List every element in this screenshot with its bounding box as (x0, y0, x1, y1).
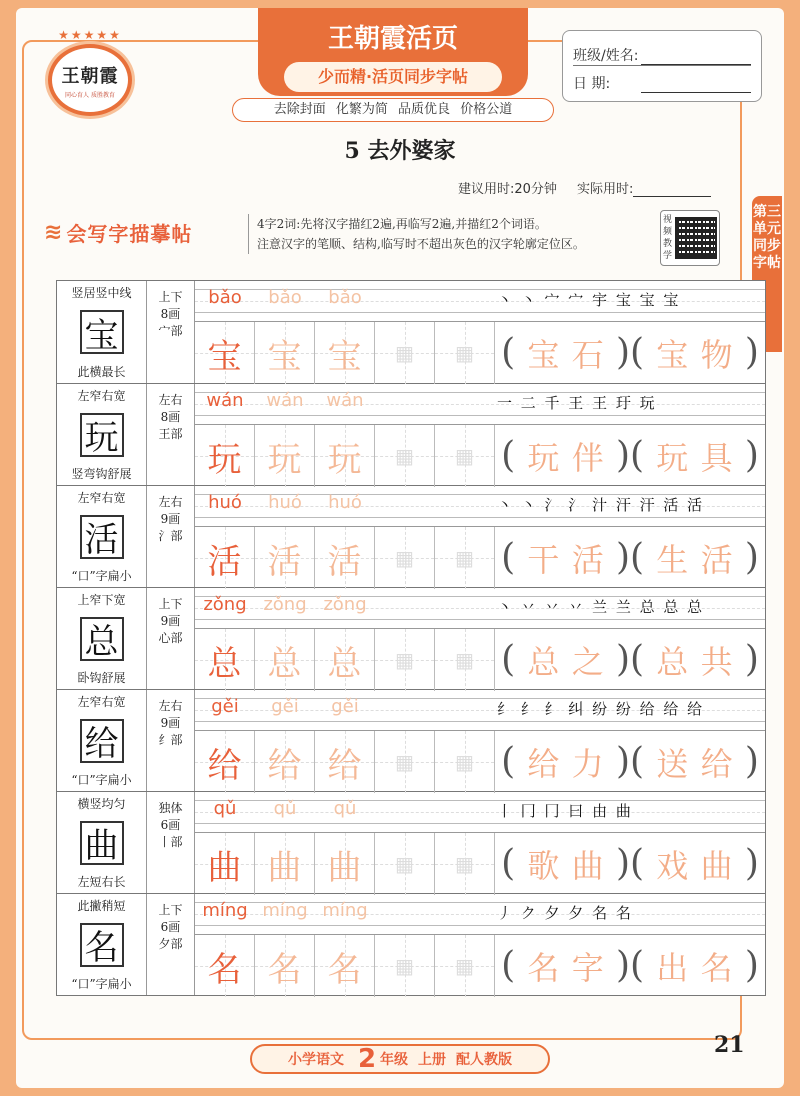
pinyin-trace: zǒng (263, 594, 307, 615)
pinyin-trace: bǎo (328, 287, 362, 308)
char-row (57, 383, 765, 485)
writing-box[interactable] (375, 833, 435, 895)
writing-box[interactable] (195, 527, 255, 589)
word-char: 曲 (700, 846, 733, 885)
student-info-box (562, 30, 762, 102)
word-char: 活 (700, 540, 733, 579)
pinyin-solid: bǎo (208, 287, 242, 308)
unit-side-tab: 第三单元同步字帖 (752, 196, 782, 352)
date-label: 日 期: (573, 76, 611, 92)
pinyin-solid: zǒng (203, 594, 247, 615)
stroke-order: 丶 丷 丷 丷 兰 兰 总 总 总 (497, 598, 705, 616)
stroke-count: 6画 (160, 818, 181, 832)
stroke-count: 8画 (160, 307, 181, 321)
writing-boxes (195, 730, 765, 792)
stroke-count: 6画 (160, 920, 181, 934)
pinyin-trace: wán (326, 390, 364, 411)
pinyin-trace: míng (262, 900, 308, 921)
meta-cell (147, 486, 195, 587)
char-row (57, 791, 765, 893)
tip-bottom: 竖弯钩舒展 (71, 467, 132, 481)
char-solid: 给 (207, 745, 242, 786)
reference-cell (57, 384, 147, 485)
reference-cell (57, 792, 147, 893)
tip-bottom: 左短右长 (77, 875, 126, 889)
meta-cell (147, 384, 195, 485)
word-char: 干 (527, 540, 560, 579)
char-trace: 名 (327, 949, 362, 990)
writing-boxes (195, 526, 765, 588)
tip-top: 左窄右宽 (77, 389, 126, 403)
lesson-title: 5 去外婆家 (344, 138, 456, 164)
tip-bottom: “口”字扁小 (71, 773, 132, 787)
actual-time-field[interactable] (633, 183, 711, 197)
tip-bottom: “口”字扁小 (71, 977, 132, 991)
radical: 纟部 (158, 733, 183, 747)
radical: 王部 (158, 427, 183, 441)
stroke-order: 一 二 千 王 王 玗 玩 (497, 394, 657, 412)
char-solid: 名 (207, 949, 242, 990)
pinyin-trace: gěi (331, 696, 359, 717)
char-trace: 玩 (327, 439, 362, 480)
logo-name: 王朝霞 (61, 65, 119, 87)
class-name-label: 班级/姓名: (573, 48, 639, 64)
word-char: 共 (700, 642, 733, 681)
word-practice: ( 歌 曲 )( 戏 曲 ) (495, 833, 765, 894)
tip-bottom: 卧钩舒展 (77, 671, 126, 685)
writing-box[interactable] (315, 935, 375, 997)
slogans: 去除封面 化繁为简 品质优良 价格公道 (232, 98, 554, 122)
footer-edition: 配人教版 (456, 1052, 513, 1068)
reference-char: 宝 (80, 310, 124, 354)
char-row (57, 689, 765, 791)
tip-top: 竖居竖中线 (71, 286, 132, 300)
writing-box[interactable] (195, 731, 255, 793)
writing-box[interactable] (315, 322, 375, 384)
pinyin-row (195, 792, 765, 832)
char-solid: 曲 (207, 847, 242, 888)
radical: 夕部 (158, 937, 183, 951)
word-char: 伴 (571, 438, 604, 477)
writing-box[interactable] (435, 629, 495, 691)
outline-grid-icon: ▦ (395, 546, 414, 570)
outline-grid-icon: ▦ (455, 852, 474, 876)
reference-cell (57, 894, 147, 995)
char-trace: 给 (267, 745, 302, 786)
writing-box[interactable] (315, 833, 375, 895)
pinyin-trace: míng (322, 900, 368, 921)
outline-grid-icon: ▦ (455, 750, 474, 774)
brand-logo (40, 28, 140, 120)
writing-box[interactable] (435, 527, 495, 589)
meta-cell (147, 588, 195, 689)
reference-cell (57, 486, 147, 587)
outline-grid-icon: ▦ (455, 444, 474, 468)
char-trace: 给 (327, 745, 362, 786)
writing-box[interactable] (375, 425, 435, 487)
writing-box[interactable] (255, 527, 315, 589)
stroke-order: 丶 丶 宀 宀 宇 宝 宝 宝 (497, 291, 681, 309)
writing-box[interactable] (255, 833, 315, 895)
radical: 心部 (158, 631, 183, 645)
outline-grid-icon: ▦ (455, 546, 474, 570)
writing-box[interactable] (315, 527, 375, 589)
writing-box[interactable] (195, 425, 255, 487)
qr-code-icon (675, 217, 717, 259)
reference-char: 给 (80, 719, 124, 763)
instruction-line-2: 注意汉字的笔顺、结构,临写时不超出灰色的汉字轮廓定位区。 (257, 237, 585, 251)
word-practice: ( 玩 伴 )( 玩 具 ) (495, 425, 765, 486)
word-char: 石 (571, 335, 604, 374)
writing-box[interactable] (375, 731, 435, 793)
stroke-count: 9画 (160, 716, 181, 730)
qr-label: 视频教学 (663, 215, 673, 261)
structure: 上下 (158, 597, 183, 611)
writing-box[interactable] (375, 322, 435, 384)
logo-sub: 同心育人 质胜教育 (65, 91, 115, 99)
instruction-line-1: 4字2词:先将汉字描红2遍,再临写2遍,并描红2个词语。 (257, 217, 547, 231)
writing-boxes (195, 832, 765, 894)
writing-box[interactable] (255, 322, 315, 384)
word-char: 活 (571, 540, 604, 579)
writing-box[interactable] (435, 833, 495, 895)
footer-grade-number: 2 (357, 1044, 377, 1074)
section-title: 会写字描摹帖 (66, 222, 193, 246)
practice-area (195, 792, 765, 893)
char-row (57, 485, 765, 587)
word-practice: ( 宝 石 )( 宝 物 ) (495, 322, 765, 383)
writing-box[interactable] (255, 935, 315, 997)
outline-grid-icon: ▦ (455, 954, 474, 978)
writing-boxes (195, 424, 765, 486)
writing-box[interactable] (375, 527, 435, 589)
word-char: 名 (527, 948, 560, 987)
char-trace: 总 (327, 643, 362, 684)
word-char: 总 (656, 642, 689, 681)
pinyin-row (195, 690, 765, 730)
char-trace: 宝 (267, 336, 302, 377)
outline-grid-icon: ▦ (395, 954, 414, 978)
outline-grid-icon: ▦ (395, 852, 414, 876)
stroke-order: 丿 ク 夕 夕 名 名 (497, 904, 633, 922)
writing-box[interactable] (435, 935, 495, 997)
word-practice: ( 总 之 )( 总 共 ) (495, 629, 765, 690)
series-title: 王朝霞活页 (327, 24, 458, 54)
meta-cell (147, 894, 195, 995)
char-solid: 玩 (207, 439, 242, 480)
pinyin-row (195, 486, 765, 526)
instructions (248, 214, 668, 254)
writing-box[interactable] (375, 935, 435, 997)
reference-char: 玩 (80, 413, 124, 457)
writing-boxes (195, 934, 765, 996)
suggested-time: 建议用时:20分钟 (458, 182, 557, 197)
pinyin-trace: wán (266, 390, 304, 411)
word-char: 曲 (571, 846, 604, 885)
writing-box[interactable] (195, 935, 255, 997)
class-name-field[interactable] (641, 49, 751, 65)
writing-box[interactable] (195, 322, 255, 384)
structure: 上下 (158, 903, 183, 917)
writing-box[interactable] (435, 322, 495, 384)
tip-top: 上窄下宽 (77, 593, 126, 607)
word-practice: ( 给 力 )( 送 给 ) (495, 731, 765, 792)
word-char: 出 (656, 948, 689, 987)
qr-code[interactable] (660, 210, 720, 266)
practice-area (195, 894, 765, 995)
outline-grid-icon: ▦ (395, 648, 414, 672)
tip-top: 横竖均匀 (77, 797, 126, 811)
word-char: 名 (700, 948, 733, 987)
pinyin-trace: qǔ (333, 798, 357, 819)
tip-bottom: “口”字扁小 (71, 569, 132, 583)
footer-term: 上册 (418, 1052, 447, 1068)
practice-area (195, 690, 765, 791)
reference-cell (57, 281, 147, 383)
practice-area (195, 384, 765, 485)
writing-box[interactable] (255, 731, 315, 793)
tip-top: 左窄右宽 (77, 695, 126, 709)
word-char: 力 (571, 744, 604, 783)
writing-box[interactable] (375, 629, 435, 691)
practice-grid (56, 280, 766, 996)
footer-grade: 年级 (380, 1052, 409, 1068)
reference-cell (57, 588, 147, 689)
stroke-count: 8画 (160, 410, 181, 424)
char-trace: 活 (327, 541, 362, 582)
word-char: 歌 (527, 846, 560, 885)
practice-area (195, 281, 765, 383)
outline-grid-icon: ▦ (395, 444, 414, 468)
footer-subject: 小学语文 (287, 1052, 344, 1068)
word-char: 具 (700, 438, 733, 477)
pinyin-row (195, 384, 765, 424)
char-trace: 活 (267, 541, 302, 582)
pinyin-solid: huó (208, 492, 242, 513)
page-number: 21 (714, 1032, 745, 1058)
writing-box[interactable] (255, 629, 315, 691)
writing-boxes (195, 628, 765, 690)
char-trace: 曲 (267, 847, 302, 888)
outline-grid-icon: ▦ (395, 341, 414, 365)
char-row (57, 281, 765, 383)
radical: 丨部 (158, 835, 183, 849)
series-subtitle: 少而精·活页同步字帖 (284, 62, 502, 92)
pinyin-solid: míng (202, 900, 248, 921)
stroke-order: 丶 丶 氵 氵 汁 汗 汗 活 活 (497, 496, 705, 514)
word-char: 玩 (527, 438, 560, 477)
stroke-count: 9画 (160, 512, 181, 526)
structure: 左右 (158, 699, 183, 713)
char-row (57, 893, 765, 995)
radical: 宀部 (158, 324, 183, 338)
char-trace: 玩 (267, 439, 302, 480)
reference-char: 活 (80, 515, 124, 559)
word-char: 字 (571, 948, 604, 987)
structure: 左右 (158, 393, 183, 407)
char-trace: 曲 (327, 847, 362, 888)
time-info (458, 178, 711, 197)
outline-grid-icon: ▦ (455, 648, 474, 672)
pinyin-trace: zǒng (323, 594, 367, 615)
stroke-order: 纟 纟 纟 纠 纷 纷 给 给 给 (497, 700, 705, 718)
outline-grid-icon: ▦ (455, 341, 474, 365)
pinyin-trace: gěi (271, 696, 299, 717)
structure: 上下 (158, 290, 183, 304)
series-banner (258, 8, 528, 96)
word-char: 物 (700, 335, 733, 374)
char-solid: 宝 (207, 336, 242, 377)
tip-top: 此撇稍短 (77, 899, 126, 913)
radical: 氵部 (158, 529, 183, 543)
writing-box[interactable] (315, 629, 375, 691)
char-solid: 总 (207, 643, 242, 684)
structure: 独体 (158, 801, 183, 815)
word-char: 玩 (656, 438, 689, 477)
pinyin-row (195, 281, 765, 321)
word-char: 生 (656, 540, 689, 579)
word-practice: ( 干 活 )( 生 活 ) (495, 527, 765, 588)
writing-box[interactable] (435, 731, 495, 793)
structure: 左右 (158, 495, 183, 509)
tip-top: 左窄右宽 (77, 491, 126, 505)
section-header (44, 218, 192, 247)
stroke-count: 9画 (160, 614, 181, 628)
pinyin-solid: qǔ (213, 798, 237, 819)
date-field[interactable] (641, 77, 751, 93)
pinyin-solid: wán (206, 390, 244, 411)
pinyin-solid: gěi (211, 696, 239, 717)
word-char: 之 (571, 642, 604, 681)
writing-box[interactable] (195, 833, 255, 895)
wave-icon: ≋ (44, 220, 63, 245)
writing-box[interactable] (315, 731, 375, 793)
word-char: 送 (656, 744, 689, 783)
pinyin-trace: qǔ (273, 798, 297, 819)
pinyin-trace: bǎo (268, 287, 302, 308)
word-char: 总 (527, 642, 560, 681)
actual-time-label: 实际用时: (576, 182, 634, 197)
star-decoration: ★★★★★ (58, 28, 122, 42)
reference-char: 名 (80, 923, 124, 967)
writing-boxes (195, 321, 765, 383)
char-trace: 名 (267, 949, 302, 990)
writing-box[interactable] (315, 425, 375, 487)
word-char: 戏 (656, 846, 689, 885)
char-trace: 总 (267, 643, 302, 684)
meta-cell (147, 792, 195, 893)
pinyin-trace: huó (328, 492, 362, 513)
char-row (57, 587, 765, 689)
word-char: 宝 (527, 335, 560, 374)
stroke-order: 丨 冂 冂 曰 由 曲 (497, 802, 633, 820)
meta-cell (147, 690, 195, 791)
footer-badge (250, 1044, 550, 1074)
pinyin-row (195, 894, 765, 934)
meta-cell (147, 281, 195, 383)
reference-char: 总 (80, 617, 124, 661)
writing-box[interactable] (195, 629, 255, 691)
word-char: 给 (527, 744, 560, 783)
word-char: 给 (700, 744, 733, 783)
outline-grid-icon: ▦ (395, 750, 414, 774)
reference-cell (57, 690, 147, 791)
writing-box[interactable] (255, 425, 315, 487)
char-trace: 宝 (327, 336, 362, 377)
word-char: 宝 (656, 335, 689, 374)
writing-box[interactable] (435, 425, 495, 487)
practice-area (195, 486, 765, 587)
pinyin-row (195, 588, 765, 628)
word-practice: ( 名 字 )( 出 名 ) (495, 935, 765, 996)
tip-bottom: 此横最长 (77, 365, 126, 379)
pinyin-trace: huó (268, 492, 302, 513)
reference-char: 曲 (80, 821, 124, 865)
practice-area (195, 588, 765, 689)
char-solid: 活 (207, 541, 242, 582)
